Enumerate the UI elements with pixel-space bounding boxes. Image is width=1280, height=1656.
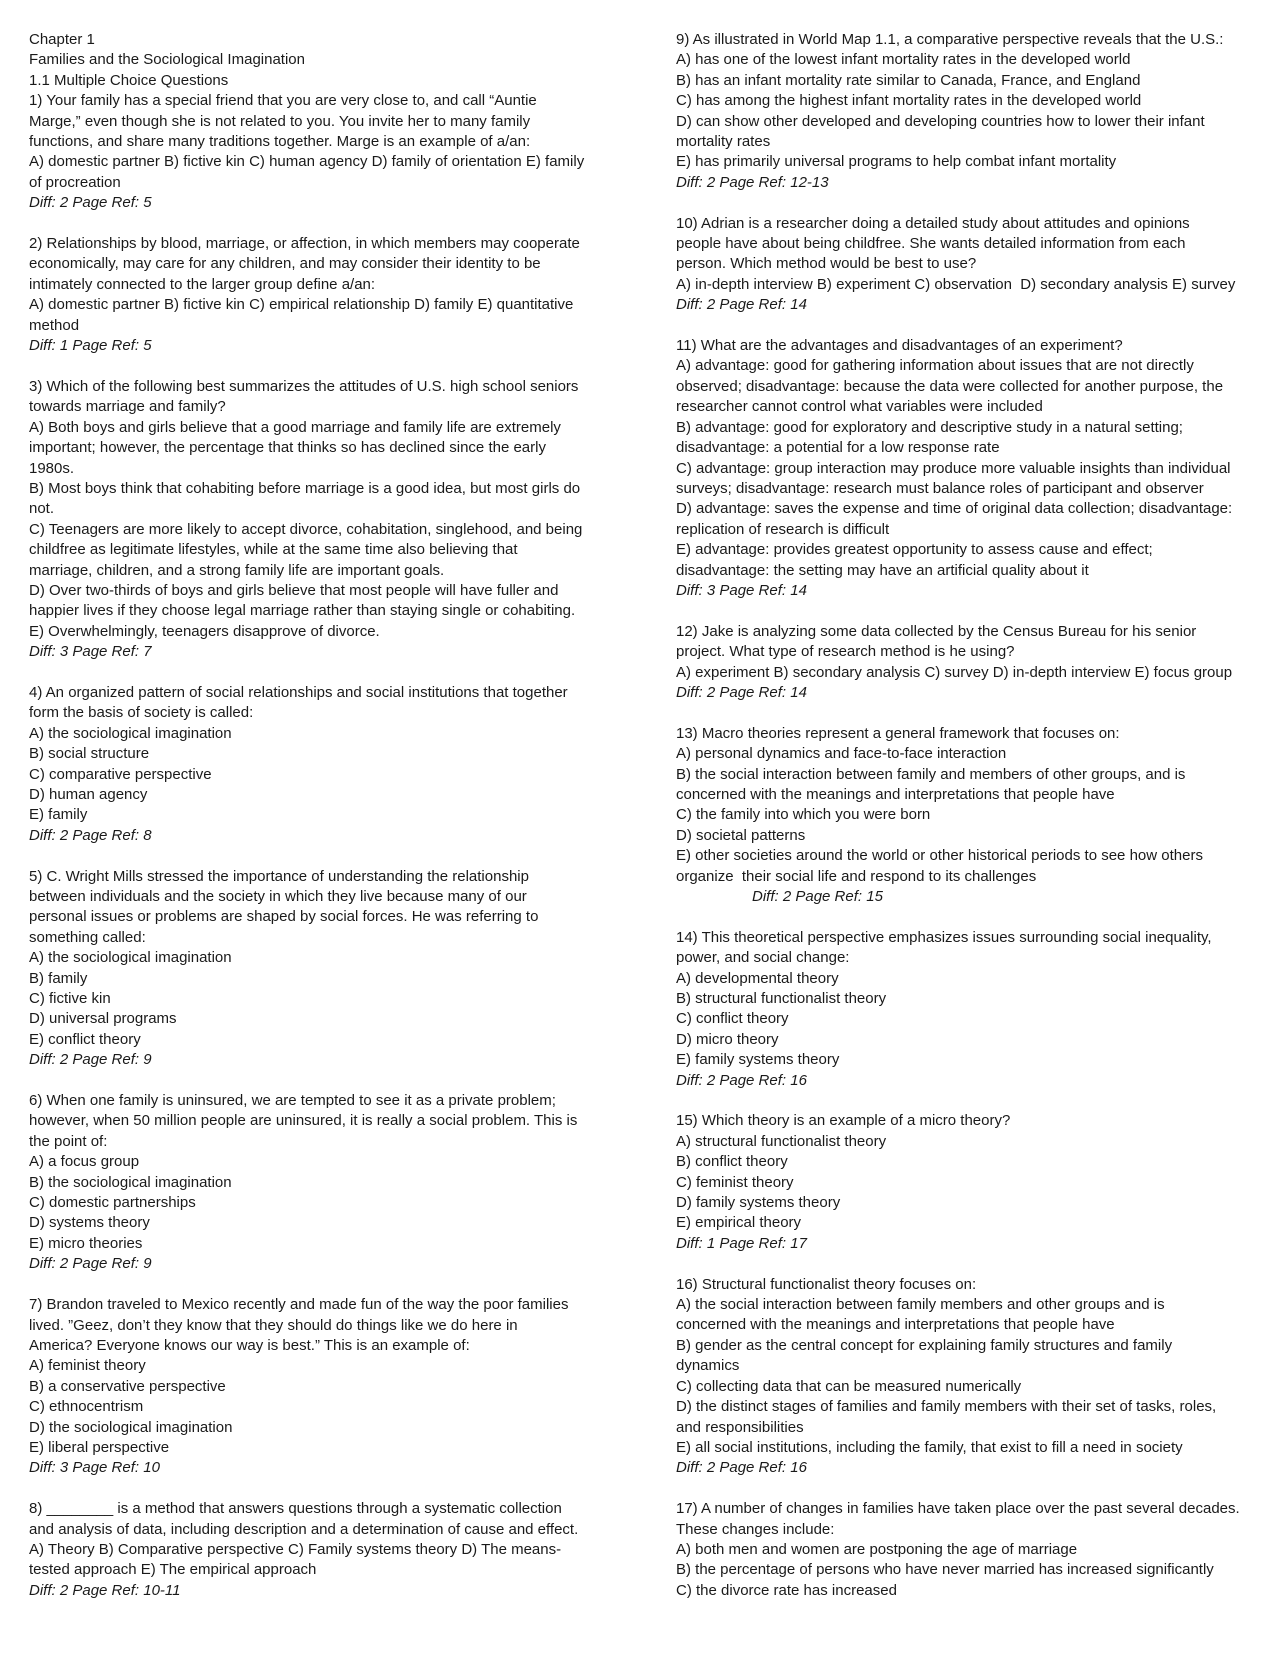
question-block — [676, 1275, 1254, 1479]
question-text-line: tested approach E) The empirical approach — [29, 1561, 317, 1579]
question-text-line: Marge,” even though she is not related to you. You invite her to many family — [29, 112, 531, 130]
question-text-line: D) family systems theory — [676, 1194, 841, 1212]
question-stem: 6) When one family is uninsured, we are tempted to see it as a private problem; — [29, 1092, 556, 1110]
question-block — [676, 1499, 1254, 1601]
question-text-line: and analysis of data, including description and a determination of cause and effect. — [29, 1520, 579, 1538]
question-text-line: C) fictive kin — [29, 990, 111, 1008]
question-block — [29, 234, 601, 356]
question-text-line: 1980s. — [29, 459, 75, 477]
question-text-line: B) the social interaction between family and members of other groups, and is — [676, 765, 1186, 783]
question-text-line: happier lives if they choose legal marriage rather than staying single or cohabiting. — [29, 602, 576, 620]
question-text-line: C) the divorce rate has increased — [676, 1581, 897, 1599]
question-stem: 16) Structural functionalist theory focuses on: — [676, 1275, 977, 1293]
chapter-title: Families and the Sociological Imagination — [29, 51, 305, 69]
question-text-line: person. Which method would be best to use? — [676, 255, 977, 273]
question-text-line: D) the sociological imagination — [29, 1418, 233, 1436]
question-text-line: C) the family into which you were born — [676, 806, 931, 824]
question-stem: 5) C. Wright Mills stressed the importance of understanding the relationship — [29, 867, 529, 885]
question-text-line: B) gender as the central concept for explaining family structures and family — [676, 1336, 1173, 1354]
question-block — [676, 214, 1254, 316]
question-stem: 7) Brandon traveled to Mexico recently and made fun of the way the poor families — [29, 1296, 569, 1314]
question-text-line: form the basis of society is called: — [29, 704, 254, 722]
question-text-line: B) family — [29, 969, 88, 987]
difficulty-page-ref: Diff: 1 Page Ref: 17 — [676, 1234, 807, 1252]
question-text-line: A) both men and women are postponing the age of marriage — [676, 1540, 1078, 1558]
question-text-line: E) advantage: provides greatest opportunity to assess cause and effect; — [676, 541, 1153, 559]
question-text-line: C) domestic partnerships — [29, 1194, 196, 1212]
question-text-line: people have about being childfree. She wants detailed information from each — [676, 235, 1186, 253]
left-question-list — [29, 91, 601, 1601]
question-text-line: disadvantage: the setting may have an artificial quality about it — [676, 561, 1089, 579]
question-text-line: important; however, the percentage that thinks so has declined since the early — [29, 439, 546, 457]
question-text-line: method — [29, 316, 80, 334]
question-text-line: E) family systems theory — [676, 1051, 840, 1069]
question-block — [29, 1499, 601, 1601]
difficulty-page-ref: Diff: 2 Page Ref: 14 — [676, 683, 807, 701]
question-text-line: marriage, children, and a strong family life are important goals. — [29, 561, 445, 579]
question-stem: 12) Jake is analyzing some data collected by the Census Bureau for his senior — [676, 622, 1197, 640]
question-text-line: B) structural functionalist theory — [676, 990, 887, 1008]
question-text-line: power, and social change: — [676, 949, 850, 967]
question-text-line: A) advantage: good for gathering information about issues that are not directly — [676, 357, 1194, 375]
question-text-line: D) Over two-thirds of boys and girls believe that most people will have fuller and — [29, 581, 559, 599]
question-text-line: A) personal dynamics and face-to-face interaction — [676, 745, 1007, 763]
right-column — [676, 30, 1254, 1601]
question-stem: 9) As illustrated in World Map 1.1, a comparative perspective reveals that the U.S.: — [676, 31, 1224, 48]
question-stem: 1) Your family has a special friend that you are very close to, and call “Auntie — [29, 92, 537, 110]
question-text-line: researcher cannot control what variables were included — [676, 398, 1043, 416]
question-text-line: A) Both boys and girls believe that a good marriage and family life are extremely — [29, 418, 561, 436]
question-text-line: A) has one of the lowest infant mortality rates in the developed world — [676, 51, 1131, 69]
question-text-line: D) systems theory — [29, 1214, 150, 1232]
question-text-line: E) micro theories — [29, 1234, 143, 1252]
question-text-line: B) conflict theory — [676, 1153, 788, 1171]
question-text-line: A) the sociological imagination — [29, 949, 232, 967]
question-text-line: A) domestic partner B) fictive kin C) human agency D) family of orientation E) family — [29, 153, 585, 171]
question-text-line: A) the social interaction between family members and other groups and is — [676, 1296, 1165, 1314]
question-block — [676, 1111, 1254, 1254]
difficulty-page-ref: Diff: 2 Page Ref: 9 — [29, 1255, 152, 1273]
question-text-line: C) ethnocentrism — [29, 1398, 144, 1416]
question-block — [676, 622, 1254, 704]
question-stem: 10) Adrian is a researcher doing a detailed study about attitudes and opinions — [676, 214, 1190, 232]
difficulty-page-ref: Diff: 2 Page Ref: 16 — [676, 1459, 807, 1477]
chapter-label: Chapter 1 — [29, 31, 95, 48]
question-text-line: B) Most boys think that cohabiting before marriage is a good idea, but most girls do — [29, 479, 581, 497]
question-text-line: disadvantage: a potential for a low response rate — [676, 439, 1000, 457]
question-stem: 15) Which theory is an example of a micro theory? — [676, 1112, 1011, 1130]
question-block — [676, 336, 1254, 601]
question-stem: 17) A number of changes in families have taken place over the past several decades. — [676, 1500, 1240, 1518]
question-text-line: functions, and share many traditions together. Marge is an example of a/an: — [29, 133, 531, 151]
question-block — [29, 1091, 601, 1275]
question-text-line: C) comparative perspective — [29, 765, 212, 783]
question-block — [29, 91, 601, 213]
question-text-line: D) advantage: saves the expense and time of original data collection; disadvantage: — [676, 500, 1233, 518]
question-text-line: A) Theory B) Comparative perspective C) Family systems theory D) The means- — [29, 1540, 562, 1558]
question-text-line: E) has primarily universal programs to help combat infant mortality — [676, 153, 1117, 171]
question-text-line: observed; disadvantage: because the data were collected for another purpose, the — [676, 377, 1224, 395]
question-block — [29, 377, 601, 663]
question-text-line: economically, may care for any children, and may consider their identity to be — [29, 255, 541, 273]
question-text-line: however, when 50 million people are uninsured, it is really a social problem. This is — [29, 1112, 578, 1130]
question-text-line: E) empirical theory — [676, 1214, 802, 1232]
question-text-line: A) the sociological imagination — [29, 724, 232, 742]
question-text-line: D) micro theory — [676, 1030, 779, 1048]
question-stem: 4) An organized pattern of social relationships and social institutions that together — [29, 683, 568, 701]
difficulty-page-ref: Diff: 2 Page Ref: 10-11 — [29, 1581, 181, 1599]
question-text-line: the point of: — [29, 1132, 108, 1150]
question-stem: 13) Macro theories represent a general framework that focuses on: — [676, 724, 1120, 742]
question-text-line: C) advantage: group interaction may produce more valuable insights than individual — [676, 459, 1231, 477]
question-text-line: not. — [29, 500, 55, 518]
question-text-line: C) feminist theory — [676, 1173, 794, 1191]
question-text-line: A) feminist theory — [29, 1357, 146, 1375]
question-text-line: something called: — [29, 928, 146, 946]
difficulty-page-ref: Diff: 2 Page Ref: 16 — [676, 1071, 807, 1089]
question-text-line: A) a focus group — [29, 1153, 140, 1171]
question-text-line: E) Overwhelmingly, teenagers disapprove of divorce. — [29, 622, 380, 640]
question-text-line: E) liberal perspective — [29, 1438, 170, 1456]
question-text-line: D) can show other developed and developing countries how to lower their infant — [676, 112, 1205, 130]
question-text-line: A) in-depth interview B) experiment C) observation D) secondary analysis E) survey — [676, 275, 1236, 293]
question-block — [29, 867, 601, 1071]
question-text-line: D) societal patterns — [676, 826, 806, 844]
difficulty-page-ref: Diff: 2 Page Ref: 8 — [29, 826, 152, 844]
question-text-line: C) Teenagers are more likely to accept divorce, cohabitation, singlehood, and being — [29, 520, 583, 538]
question-text-line: replication of research is difficult — [676, 520, 890, 538]
question-text-line: childfree as legitimate lifestyles, while at the same time also believing that — [29, 541, 518, 559]
difficulty-page-ref: Diff: 3 Page Ref: 14 — [676, 581, 807, 599]
question-text-line: project. What type of research method is he using? — [676, 643, 1015, 661]
question-text-line: mortality rates — [676, 133, 771, 151]
question-text-line: A) experiment B) secondary analysis C) survey D) in-depth interview E) focus group — [676, 663, 1233, 681]
question-text-line: surveys; disadvantage: research must balance roles of participant and observer — [676, 479, 1204, 497]
question-text-line: These changes include: — [676, 1520, 835, 1538]
question-text-line: of procreation — [29, 173, 121, 191]
question-block — [676, 30, 1254, 193]
question-text-line: C) has among the highest infant mortality rates in the developed world — [676, 92, 1142, 110]
difficulty-page-ref: Diff: 3 Page Ref: 7 — [29, 643, 152, 661]
question-block — [29, 1295, 601, 1479]
question-text-line: dynamics — [676, 1357, 740, 1375]
question-text-line: D) the distinct stages of families and family members with their set of tasks, roles, — [676, 1398, 1217, 1416]
right-question-list — [676, 30, 1254, 1601]
question-text-line: America? Everyone knows our way is best.” This is an example of: — [29, 1336, 470, 1354]
question-text-line: B) the percentage of persons who have never married has increased significantly — [676, 1561, 1214, 1579]
question-text-line: E) conflict theory — [29, 1030, 141, 1048]
question-stem: 3) Which of the following best summarizes the attitudes of U.S. high school seniors — [29, 377, 579, 395]
question-text-line: lived. ”Geez, don’t they know that they should do things like we do here in — [29, 1316, 518, 1334]
question-text-line: E) all social institutions, including the family, that exist to fill a need in society — [676, 1438, 1183, 1456]
question-text-line: between individuals and the society in which they live because many of our — [29, 888, 527, 905]
difficulty-page-ref: Diff: 1 Page Ref: 5 — [29, 337, 152, 355]
question-text-line: concerned with the meanings and interpretations that people have — [676, 1316, 1115, 1334]
question-text-line: organize their social life and respond to its challenges — [676, 867, 1037, 885]
question-text-line: E) other societies around the world or other historical periods to see how others — [676, 847, 1203, 865]
difficulty-page-ref: Diff: 2 Page Ref: 5 — [29, 194, 152, 212]
question-text-line: B) a conservative perspective — [29, 1377, 226, 1395]
difficulty-page-ref: Diff: 2 Page Ref: 14 — [676, 296, 807, 314]
difficulty-page-ref: Diff: 2 Page Ref: 12-13 — [676, 173, 829, 191]
question-text-line: intimately connected to the larger group define a/an: — [29, 275, 376, 293]
question-text-line: D) human agency — [29, 785, 148, 803]
question-text-line: D) universal programs — [29, 1010, 177, 1028]
question-stem: 14) This theoretical perspective emphasizes issues surrounding social inequality, — [676, 928, 1212, 946]
question-stem: 8) ________ is a method that answers questions through a systematic collection — [29, 1500, 562, 1518]
question-text-line: concerned with the meanings and interpretations that people have — [676, 785, 1115, 803]
question-block — [676, 724, 1254, 908]
difficulty-page-ref: Diff: 3 Page Ref: 10 — [29, 1459, 160, 1477]
question-text-line: E) family — [29, 806, 88, 824]
question-text-line: C) conflict theory — [676, 1010, 789, 1028]
question-block — [29, 683, 601, 846]
question-text-line: A) developmental theory — [676, 969, 839, 987]
question-stem: 11) What are the advantages and disadvantages of an experiment? — [676, 337, 1123, 355]
difficulty-page-ref: Diff: 2 Page Ref: 9 — [29, 1051, 152, 1069]
question-text-line: and responsibilities — [676, 1418, 804, 1436]
question-text-line: A) structural functionalist theory — [676, 1132, 887, 1150]
question-text-line: C) collecting data that can be measured numerically — [676, 1377, 1022, 1395]
question-text-line: B) social structure — [29, 745, 150, 763]
difficulty-page-ref: Diff: 2 Page Ref: 15 — [752, 888, 883, 905]
question-text-line: B) has an infant mortality rate similar to Canada, France, and England — [676, 71, 1141, 89]
section-heading: 1.1 Multiple Choice Questions — [29, 71, 229, 89]
question-text-line: towards marriage and family? — [29, 398, 226, 416]
question-text-line: A) domestic partner B) fictive kin C) empirical relationship D) family E) quantitative — [29, 296, 574, 314]
question-text-line: B) advantage: good for exploratory and descriptive study in a natural setting; — [676, 418, 1183, 436]
question-stem: 2) Relationships by blood, marriage, or affection, in which members may cooperate — [29, 235, 580, 253]
question-text-line: B) the sociological imagination — [29, 1173, 232, 1191]
left-column — [29, 30, 601, 1601]
question-block — [676, 928, 1254, 1091]
question-text-line: personal issues or problems are shaped by social forces. He was referring to — [29, 908, 539, 926]
